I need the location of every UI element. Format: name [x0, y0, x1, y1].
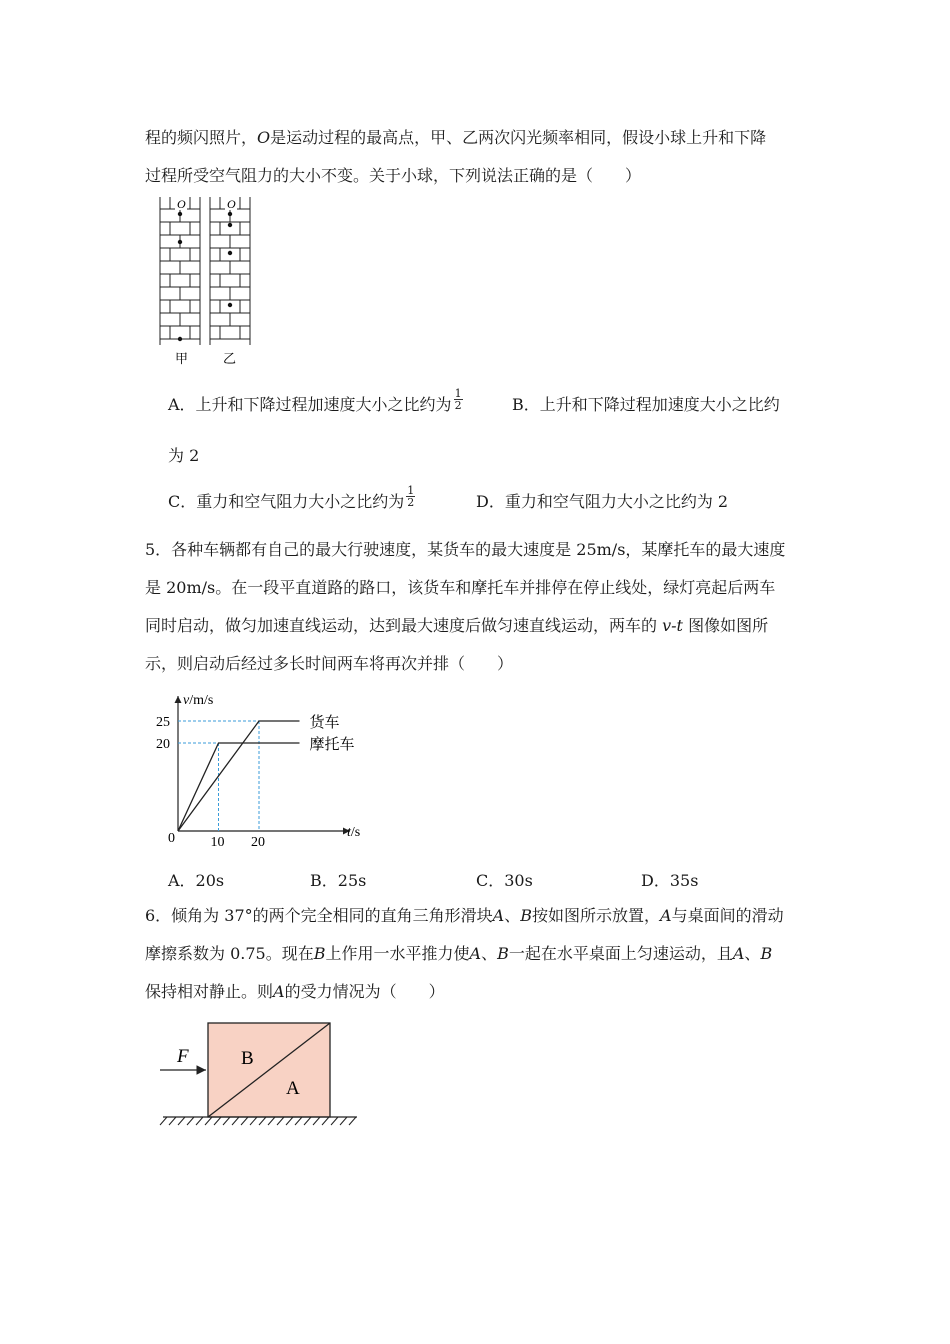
hatch-mark — [178, 1117, 185, 1125]
q5-option-a[interactable]: A．20s — [168, 871, 225, 890]
brick-wall-right — [210, 197, 250, 345]
q5-option-d[interactable]: D．35s — [641, 871, 699, 890]
y-tick-label: 20 — [156, 737, 170, 752]
hatch-mark — [250, 1117, 257, 1125]
hatch-mark — [340, 1117, 347, 1125]
series-line-0 — [178, 721, 300, 831]
q5-option-b[interactable]: B．25s — [310, 871, 367, 890]
hatch-mark — [259, 1117, 266, 1125]
hatch-mark — [205, 1117, 212, 1125]
hatch-mark — [304, 1117, 311, 1125]
hatch-mark — [169, 1117, 176, 1125]
y-tick-label: 25 — [156, 715, 170, 730]
hatch-mark — [232, 1117, 239, 1125]
hatch-mark — [223, 1117, 230, 1125]
hatch-mark — [295, 1117, 302, 1125]
series-line-1 — [178, 743, 300, 831]
q6-text-line-3: 保持相对静止。则A的受力情况为（ ） — [145, 982, 445, 1001]
hatch-mark — [322, 1117, 329, 1125]
q4-option-d[interactable]: D．重力和空气阻力大小之比约为 2 — [476, 492, 729, 511]
fraction-half: $\frac{1}{2}$ — [407, 484, 415, 509]
q5-text-line-2: 是 20m/s。在一段平直道路的路口，该货车和摩托车并排停在停止线处，绿灯亮起后两车 — [145, 578, 776, 597]
hatch-mark — [286, 1117, 293, 1125]
block-b-label: B — [241, 1048, 254, 1069]
x-axis-label: t/s — [347, 825, 361, 840]
x-tick-label: 10 — [210, 835, 225, 850]
q4-option-c[interactable]: C．重力和空气阻力大小之比约为 $\frac{1}{2}$ — [168, 484, 415, 511]
force-label: F — [177, 1046, 189, 1067]
series-label-1: 摩托车 — [309, 737, 355, 753]
top-label-right: O — [227, 197, 236, 211]
q4-option-a[interactable]: A．上升和下降过程加速度大小之比约为 $\frac{1}{2}$ — [168, 387, 462, 414]
hatch-mark — [214, 1117, 221, 1125]
q5-option-c[interactable]: C．30s — [476, 871, 533, 890]
fraction-half: $\frac{1}{2}$ — [454, 387, 462, 412]
q4-option-b-cont: 为 2 — [168, 446, 200, 465]
x-tick-label: 20 — [251, 835, 265, 850]
hatch-mark — [268, 1117, 275, 1125]
q5-text-line-1: 5．各种车辆都有自己的最大行驶速度，某货车的最大速度是 25m/s，某摩托车的最大速度 — [145, 540, 786, 559]
q6-text-line-1: 6．倾角为 37°的两个完全相同的直角三角形滑块A、B按如图所示放置，A与桌面间的滑动 — [145, 906, 784, 925]
hatch-mark — [331, 1117, 338, 1125]
vt-chart — [150, 688, 390, 853]
hatch-mark — [277, 1117, 284, 1125]
q6-block-figure — [155, 1015, 370, 1135]
hatch-mark — [160, 1117, 167, 1125]
q5-text-line-4: 示，则启动后经过多长时间两车将再次并排（ ） — [145, 654, 514, 673]
label-jia: 甲 — [175, 351, 189, 366]
series-label-0: 货车 — [309, 715, 340, 731]
top-label-left: O — [177, 197, 186, 211]
q5-text-line-3: 同时启动，做匀加速直线运动，达到最大速度后做匀速直线运动，两车的 v-t 图像如图所 — [145, 616, 769, 635]
hatch-mark — [313, 1117, 320, 1125]
label-yi: 乙 — [223, 351, 237, 366]
q4-text-line-2: 过程所受空气阻力的大小不变。关于小球，下列说法正确的是（ ） — [145, 166, 642, 185]
y-axis-label: v/m/s — [183, 693, 214, 708]
q4-option-b[interactable]: B．上升和下降过程加速度大小之比约 — [512, 395, 780, 414]
q4-strobe-figure — [150, 195, 260, 370]
q6-text-line-2: 摩擦系数为 0.75。现在B上作用一水平推力使A、B一起在水平桌面上匀速运动，且A、B — [145, 944, 773, 963]
hatch-mark — [241, 1117, 248, 1125]
hatch-mark — [187, 1117, 194, 1125]
hatch-mark — [349, 1117, 356, 1125]
origin-label: 0 — [168, 831, 175, 846]
q4-text-line-1: 程的频闪照片，O是运动过程的最高点，甲、乙两次闪光频率相同，假设小球上升和下降 — [145, 128, 767, 147]
brick-wall-left — [160, 197, 200, 345]
hatch-mark — [196, 1117, 203, 1125]
ground-hatching — [160, 1117, 356, 1125]
ball-positions — [178, 212, 232, 341]
block-a-label: A — [286, 1078, 300, 1099]
